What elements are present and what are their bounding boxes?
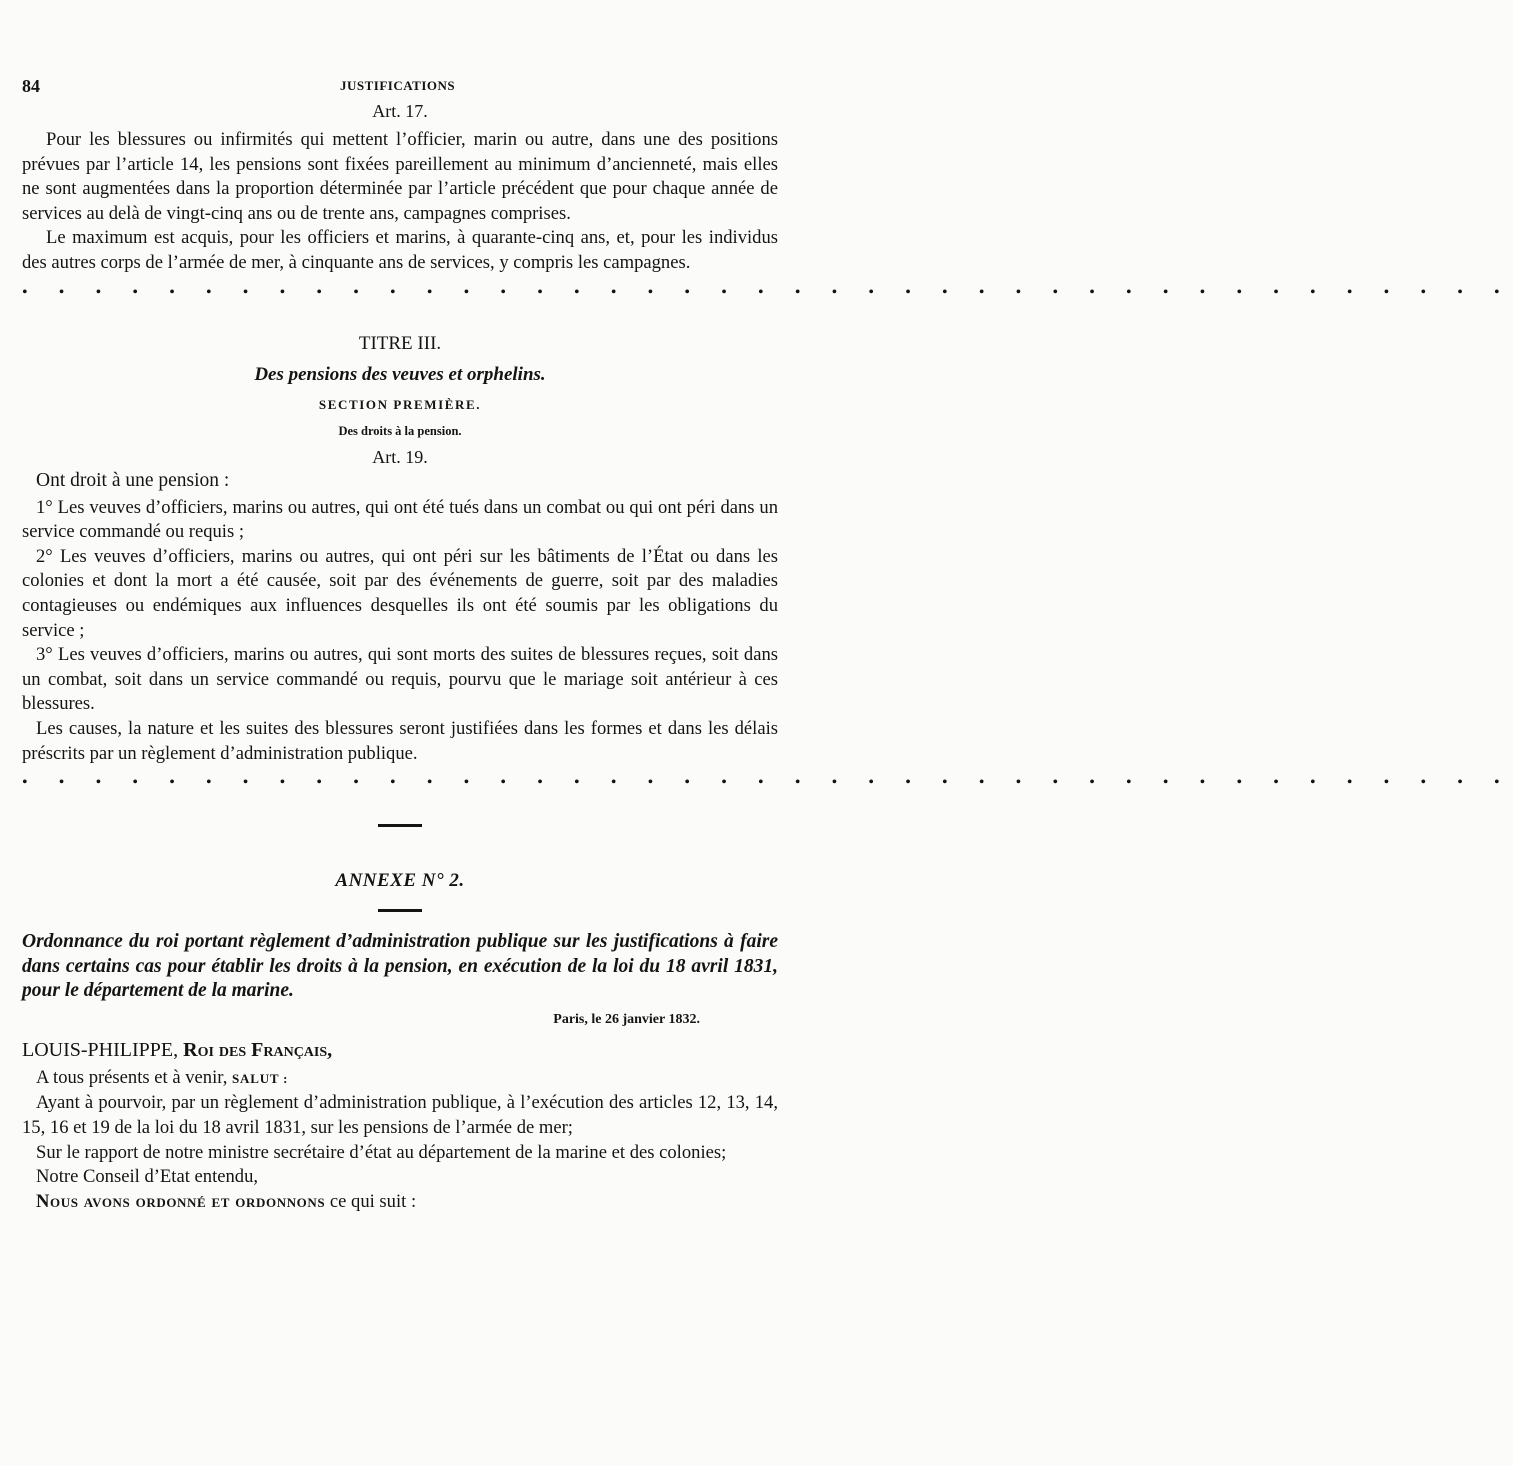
article-17-heading: Art. 17.: [372, 101, 428, 121]
article-19-item-1: 1° Les veuves d’officiers, marins ou autres, qui ont été tués dans un combat ou qui ont péri dans un service commandé ou requis ;: [22, 496, 778, 543]
dot-separator-2: • • • • • • • • • • • • • • • • • • • • • • • • • • • • • • • • • • • • • • • • •: [22, 774, 1513, 792]
article-17-paragraph-2: Le maximum est acquis, pour les officiers et marins, à quarante-cinq ans, et, pour les individus des autres corps de l’armée de mer, à cinquante ans de services, y compris les campagnes.: [22, 227, 778, 273]
rule-bottom: [378, 909, 422, 912]
salute-word: SALUT :: [232, 1070, 289, 1086]
running-header: [22, 70, 778, 96]
king-title: Roi des Français,: [183, 1038, 333, 1061]
ordonnance-closing-line: [22, 1190, 778, 1215]
section-subheading: Des droits à la pension.: [338, 423, 462, 438]
article-19-intro: Ont droit à une pension :: [36, 469, 230, 491]
ordonnance-title: Ordonnance du roi portant règlement d’administration publique sur les justifications à faire dans certains cas pour établir les droits à la pension, en exécution de la loi du 18 avril 1831, pour le département de la marine.: [22, 931, 778, 1002]
ordonnance-date: Paris, le 26 janvier 1832.: [553, 1011, 700, 1027]
king-line: [22, 1036, 778, 1064]
ordonnance-paragraph-1: Ayant à pourvoir, par un règlement d’administration publique, à l’exécution des articles 12, 13, 14, 15, 16 et 19 de la loi du 18 avril 1831, sur les pensions de l’armée de mer;: [22, 1092, 778, 1139]
ordonnance-paragraph-2: Sur le rapport de notre ministre secrétaire d’état au département de la marine et des colonies;: [36, 1141, 727, 1163]
titre-heading: TITRE III.: [358, 332, 442, 354]
article-17-paragraph-1: Pour les blessures ou infirmités qui mettent l’officier, marin ou autre, dans une des positions prévues par l’article 14, les pensions sont fixées pareillement au minimum d’ancienneté, mais elles ne sont augmentées dans la proportion déterminée par l’article précédent que pour chaque année de services au delà de vingt-cinq ans ou de trente ans, campagnes comprises.: [22, 129, 778, 224]
article-19-item-3: 3° Les veuves d’officiers, marins ou autres, qui sont morts des suites de blessures reçues, soit dans un combat, soit dans un service commandé ou requis, pourvu que le mariage soit antérieur à ces blessures.: [22, 644, 778, 715]
closing-rest: ce qui suit :: [329, 1190, 417, 1212]
salute-prefix: A tous présents et à venir,: [36, 1066, 228, 1088]
rule-top: [378, 824, 422, 827]
dot-separator: • • • • • • • • • • • • • • • • • • • • • • • • • • • • • • • • • • • • • • • • •: [22, 283, 1513, 301]
article-19-closing: Les causes, la nature et les suites des blessures seront justifiées dans les formes et dans les délais préscrits par un règlement d’administration publique.: [22, 717, 778, 764]
closing-smallcaps: Nous avons ordonné et ordonnons: [36, 1190, 326, 1212]
document-page: [22, 70, 1513, 1214]
article-19-heading: Art. 19.: [372, 446, 428, 467]
ordonnance-paragraph-3: Notre Conseil d’Etat entendu,: [36, 1166, 259, 1188]
running-title: JUSTIFICATIONS: [340, 78, 456, 93]
page-number: 84: [22, 76, 40, 96]
section-heading: SECTION PREMIÈRE.: [318, 396, 482, 412]
annexe-title: ANNEXE N° 2.: [335, 870, 465, 892]
article-19-item-2: 2° Les veuves d’officiers, marins ou autres, qui ont péri sur les bâtiments de l’État ou dans les colonies et dont la mort a été causée, soit par des événements de guerre, soit par des maladies contagieuses ou endémiques aux influences desquelles ils ont été soumis par les obligations du service ;: [22, 545, 778, 641]
king-name: LOUIS-PHILIPPE,: [22, 1038, 179, 1061]
salute-line: [22, 1066, 778, 1092]
titre-subtitle: Des pensions des veuves et orphelins.: [254, 363, 546, 385]
